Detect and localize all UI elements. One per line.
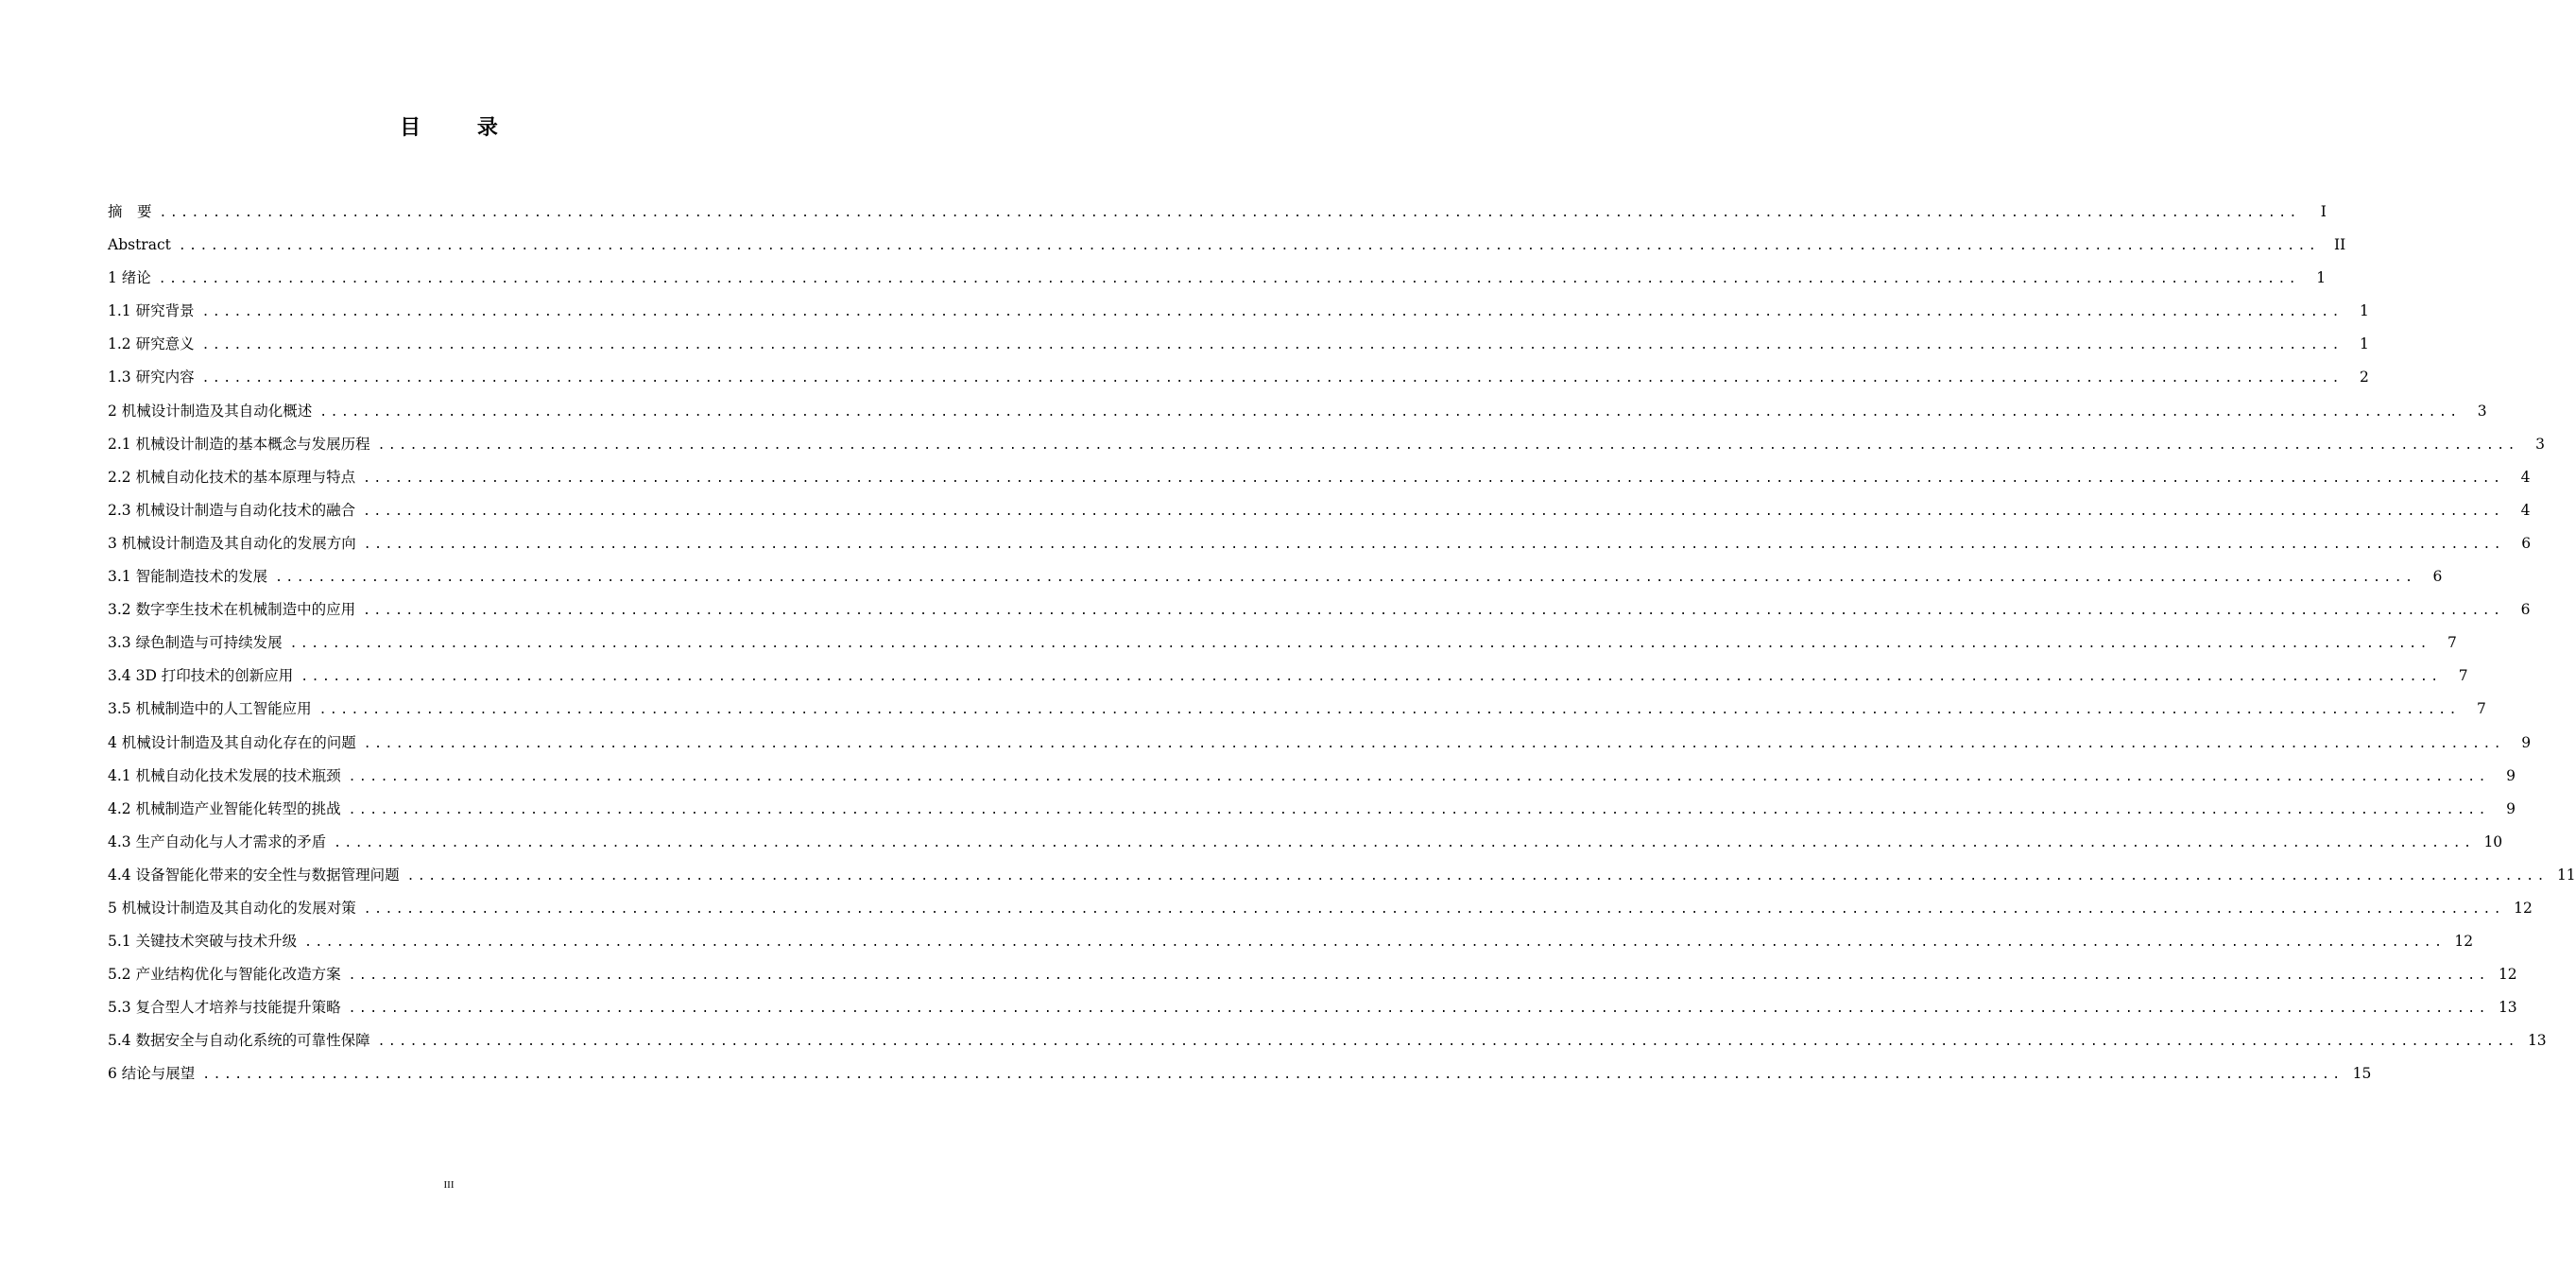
toc-leader-dots: ........................................................................................................................................................................................................ <box>289 637 2430 652</box>
toc-entry-page: 15 <box>2352 1065 2372 1083</box>
toc-entry[interactable] <box>108 229 2346 262</box>
toc-entry-page: 7 <box>2458 667 2468 685</box>
toc-entry-page: 13 <box>2498 999 2517 1017</box>
toc-entry[interactable] <box>108 395 2487 428</box>
toc-entry-label: 4.4 设备智能化带来的安全性与数据管理问题 <box>108 866 400 884</box>
toc-entry-page: 11 <box>2556 866 2576 884</box>
toc-entry-label: 摘 要 <box>108 203 152 220</box>
toc-entry-label: 3.3 绿色制造与可持续发展 <box>108 634 283 652</box>
toc-entry-label: Abstract <box>108 236 171 254</box>
toc-entry-page: 12 <box>2514 899 2533 917</box>
toc-entry[interactable] <box>108 494 2531 527</box>
toc-leader-dots: ........................................................................................................................................................................................................ <box>304 935 2446 951</box>
toc-leader-dots: ........................................................................................................................................................................................................ <box>363 604 2504 619</box>
toc-entry-page: 13 <box>2527 1032 2547 1050</box>
toc-entry-page: 1 <box>2360 302 2369 320</box>
toc-entry-label: 1 绪论 <box>108 269 151 287</box>
toc-leader-dots: ........................................................................................................................................................................................................ <box>348 802 2489 817</box>
toc-entry-label: 5.2 产业结构优化与智能化改造方案 <box>108 966 341 984</box>
toc-entry-page: 9 <box>2521 733 2532 751</box>
toc-entry-page: 12 <box>2498 966 2517 984</box>
toc-entry-page: 1 <box>2316 269 2327 287</box>
toc-entry-page: 4 <box>2520 501 2531 519</box>
toc-leader-dots: ........................................................................................................................................................................................................ <box>363 504 2504 519</box>
toc-leader-dots: ........................................................................................................................................................................................................ <box>178 239 2320 254</box>
toc-leader-dots: ........................................................................................................................................................................................................ <box>319 404 2461 420</box>
toc-entry-page: 6 <box>2432 568 2443 586</box>
toc-entry-page: 1 <box>2360 335 2369 353</box>
toc-entry-label: 3.2 数字孪生技术在机械制造中的应用 <box>108 601 356 619</box>
toc-leader-dots: ........................................................................................................................................................................................................ <box>377 438 2518 453</box>
toc-entry-label: 3.5 机械制造中的人工智能应用 <box>108 700 312 718</box>
toc-entry[interactable] <box>108 560 2443 593</box>
toc-entry-page: 6 <box>2520 601 2531 619</box>
toc-entry-page: 2 <box>2360 369 2369 386</box>
toc-entry[interactable] <box>108 461 2531 494</box>
page-title: 目 录 <box>400 116 523 140</box>
toc-entry-label: 5.3 复合型人才培养与技能提升策略 <box>108 999 341 1017</box>
toc-entry[interactable] <box>108 196 2327 229</box>
table-of-contents <box>108 196 2576 1091</box>
toc-leader-dots: ........................................................................................................................................................................................................ <box>202 1068 2344 1083</box>
toc-entry-label: 5.4 数据安全与自动化系统的可靠性保障 <box>108 1032 370 1050</box>
toc-entry-page: 3 <box>2477 402 2487 420</box>
toc-leader-dots: ........................................................................................................................................................................................................ <box>363 471 2504 486</box>
toc-entry-page: II <box>2333 236 2346 254</box>
toc-entry-page: 4 <box>2520 468 2531 486</box>
toc-entry-label: 5.1 关键技术突破与技术升级 <box>108 933 298 951</box>
toc-leader-dots: ........................................................................................................................................................................................................ <box>301 670 2442 685</box>
toc-leader-dots: ........................................................................................................................................................................................................ <box>348 769 2489 784</box>
toc-leader-dots: ........................................................................................................................................................................................................ <box>201 305 2343 320</box>
toc-entry[interactable] <box>108 262 2327 295</box>
toc-entry[interactable] <box>108 1057 2372 1090</box>
toc-entry-label: 2 机械设计制造及其自动化概述 <box>108 402 313 420</box>
page-number-footer: III <box>443 1179 455 1191</box>
toc-entry-label: 4.3 生产自动化与人才需求的矛盾 <box>108 832 327 850</box>
toc-entry[interactable] <box>108 593 2531 626</box>
toc-entry[interactable] <box>108 660 2468 693</box>
toc-entry-label: 6 结论与展望 <box>108 1065 196 1083</box>
toc-entry-label: 2.3 机械设计制造与自动化技术的融合 <box>108 501 356 519</box>
toc-entry-label: 1.2 研究意义 <box>108 335 195 353</box>
toc-entry[interactable] <box>108 727 2532 760</box>
toc-entry-label: 3.1 智能制造技术的发展 <box>108 568 268 586</box>
toc-entry-label: 2.1 机械设计制造的基本概念与发展历程 <box>108 435 370 453</box>
toc-leader-dots: ........................................................................................................................................................................................................ <box>201 371 2343 386</box>
toc-leader-dots: ........................................................................................................................................................................................................ <box>334 835 2475 850</box>
toc-leader-dots: ........................................................................................................................................................................................................ <box>348 1002 2489 1017</box>
toc-entry-page: 7 <box>2447 634 2457 652</box>
toc-leader-dots: ........................................................................................................................................................................................................ <box>406 868 2548 884</box>
toc-leader-dots: ........................................................................................................................................................................................................ <box>275 571 2416 586</box>
toc-entry-label: 2.2 机械自动化技术的基本原理与特点 <box>108 468 356 486</box>
toc-entry-label: 3 机械设计制造及其自动化的发展方向 <box>108 534 356 552</box>
toc-leader-dots: ........................................................................................................................................................................................................ <box>363 736 2505 751</box>
toc-entry-page: I <box>2320 203 2327 220</box>
toc-entry[interactable] <box>108 693 2486 726</box>
toc-entry[interactable] <box>108 958 2517 991</box>
toc-entry[interactable] <box>108 991 2517 1024</box>
toc-leader-dots: ........................................................................................................................................................................................................ <box>377 1035 2518 1050</box>
toc-entry-label: 3.4 3D 打印技术的创新应用 <box>108 667 294 685</box>
toc-leader-dots: ........................................................................................................................................................................................................ <box>348 969 2489 984</box>
toc-leader-dots: ........................................................................................................................................................................................................ <box>158 272 2300 287</box>
toc-entry[interactable] <box>108 328 2369 361</box>
toc-entry-page: 10 <box>2483 832 2503 850</box>
toc-entry[interactable] <box>108 892 2533 925</box>
toc-entry-page: 12 <box>2454 933 2474 951</box>
toc-leader-dots: ........................................................................................................................................................................................................ <box>201 338 2343 353</box>
toc-entry[interactable] <box>108 361 2369 394</box>
toc-entry[interactable] <box>108 826 2503 859</box>
toc-entry-label: 1.3 研究内容 <box>108 369 195 386</box>
toc-entry[interactable] <box>108 428 2545 461</box>
toc-entry-page: 9 <box>2506 799 2516 817</box>
toc-entry-page: 6 <box>2521 534 2532 552</box>
toc-entry[interactable] <box>108 527 2532 560</box>
toc-entry[interactable] <box>108 1024 2547 1057</box>
toc-entry[interactable] <box>108 925 2474 958</box>
toc-entry[interactable] <box>108 793 2516 826</box>
toc-entry-label: 5 机械设计制造及其自动化的发展对策 <box>108 899 356 917</box>
toc-entry[interactable] <box>108 760 2516 793</box>
toc-entry-label: 1.1 研究背景 <box>108 302 195 320</box>
toc-entry-label: 4.2 机械制造产业智能化转型的挑战 <box>108 799 341 817</box>
toc-leader-dots: ........................................................................................................................................................................................................ <box>159 206 2300 220</box>
toc-entry-page: 3 <box>2535 435 2545 453</box>
toc-leader-dots: ........................................................................................................................................................................................................ <box>363 901 2505 917</box>
toc-entry-page: 9 <box>2506 766 2516 784</box>
toc-leader-dots: ........................................................................................................................................................................................................ <box>318 703 2460 718</box>
toc-leader-dots: ........................................................................................................................................................................................................ <box>363 537 2505 552</box>
toc-entry[interactable] <box>108 295 2369 328</box>
toc-entry-label: 4.1 机械自动化技术发展的技术瓶颈 <box>108 766 341 784</box>
toc-entry[interactable] <box>108 626 2457 660</box>
toc-entry-page: 7 <box>2477 700 2486 718</box>
toc-entry-label: 4 机械设计制造及其自动化存在的问题 <box>108 733 356 751</box>
toc-entry[interactable] <box>108 859 2576 892</box>
